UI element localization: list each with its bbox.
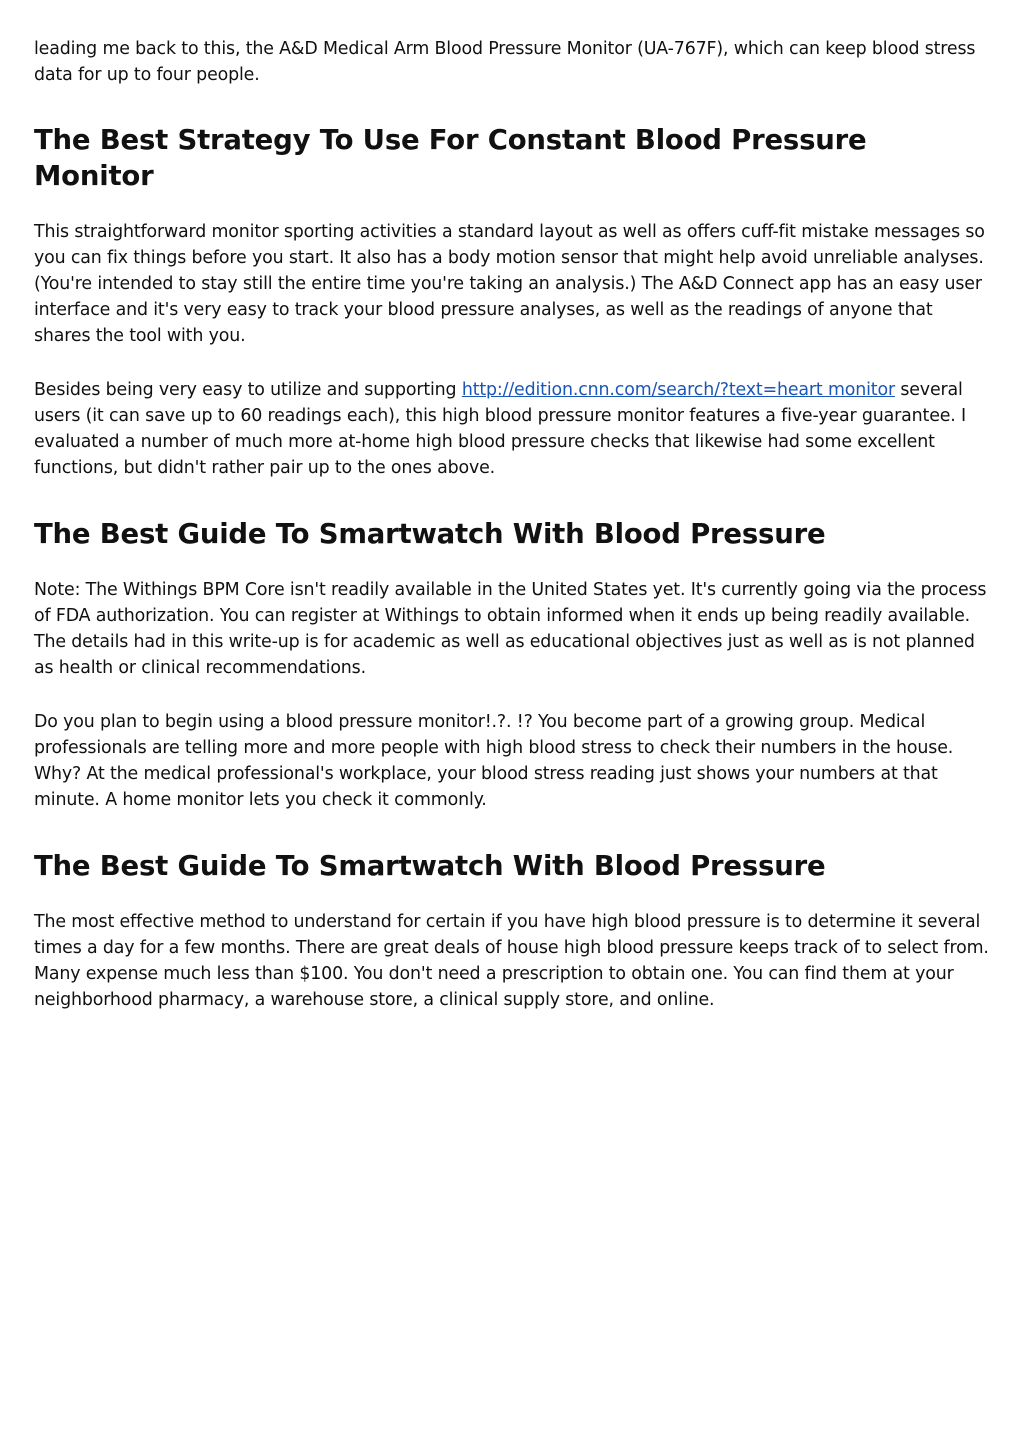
section-heading-smartwatch-1: The Best Guide To Smartwatch With Blood Pressure <box>34 518 826 550</box>
paragraph-monitor-features: This straightforward monitor sporting activities a standard layout as well as offers cuff-fit mistake messages so you can fix things before you start. It also has a body motion sensor that might help avoid unreliable analyses. (You're intended to stay still the entire time you're taking an analysis.) The A&D Connect app has an easy user interface and it's very easy to track your blood pressure analyses, as well as the readings of anyone that shares the tool with you. <box>34 222 985 346</box>
section-heading-smartwatch-2: The Best Guide To Smartwatch With Blood Pressure <box>34 850 826 882</box>
paragraph-measure-method: The most effective method to understand for certain if you have high blood pressure is to determine it several times a day for a few months. There are great deals of house high blood pressure keeps track of to select from. Many expense much less than $100. You don't need a prescription to obtain one. You can find them at your neighborhood pharmacy, a warehouse store, a clinical supply store, and online. <box>34 912 989 1010</box>
section-heading-constant-bp-monitor: The Best Strategy To Use For Constant Blood Pressure Monitor <box>34 124 867 192</box>
paragraph-text-after-link: several users (it can save up to 60 readings each), this high blood pressure monitor features a five-year guarantee. I evaluated a number of much more at-home high blood pressure checks that likewise had some excellent functions, but didn't rather pair up to the ones above. <box>34 380 967 478</box>
paragraph-multi-user <box>34 377 994 481</box>
article-page <box>34 36 994 1013</box>
paragraph-text-before-link: Besides being very easy to utilize and supporting <box>34 380 462 400</box>
paragraph-withings-note: Note: The Withings BPM Core isn't readily available in the United States yet. It's currently going via the process of FDA authorization. You can register at Withings to obtain informed when it ends up being readily available. The details had in this write-up is for academic as well as educational objectives just as well as is not planned as health or clinical recommendations. <box>34 580 987 678</box>
intro-paragraph: leading me back to this, the A&D Medical Arm Blood Pressure Monitor (UA-767F), which can keep blood stress data for up to four people. <box>34 39 976 85</box>
paragraph-home-monitor: Do you plan to begin using a blood pressure monitor!.?. !? You become part of a growing group. Medical professionals are telling more and more people with high blood stress to check their numbers in the house. Why? At the medical professional's workplace, your blood stress reading just shows your numbers at that minute. A home monitor lets you check it commonly. <box>34 712 954 810</box>
cnn-search-link[interactable]: http://edition.cnn.com/search/?text=heart monitor <box>461 380 895 400</box>
